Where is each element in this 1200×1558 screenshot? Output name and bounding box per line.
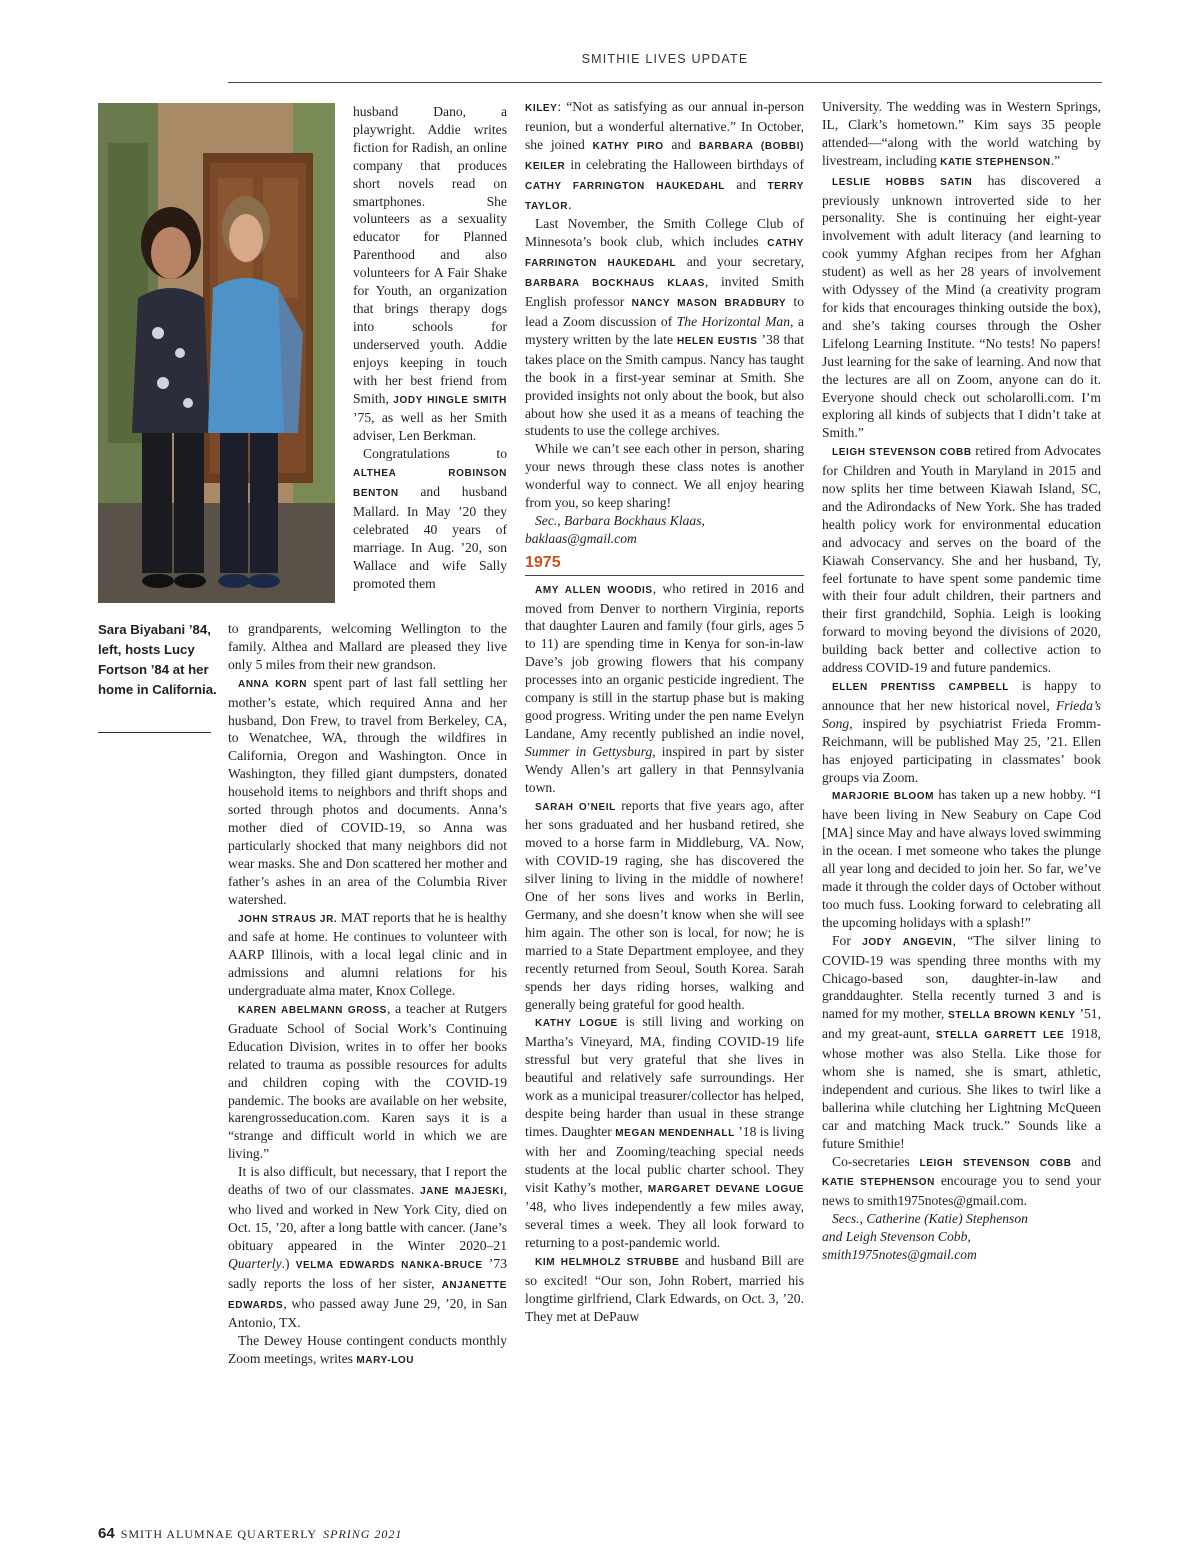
class-note: ANNA KORN spent part of last fall settling her mother’s estate, which required Anna and her husband, Don Frew, to travel from Berkeley, CA, to Wenatchee, WA, through the wildfires in California, Oregon and Washington. Once in Washington, they filled giant dumpsters, donated household items to neighbors and thrift shops and sorted through photos and documents. Anna’s mother died of COVID-19, so Anna was particularly shocked that many neighbors did not wear masks. She and Don scattered her mother and father’s ashes in an area of the Columbia River watershed.	[228, 674, 507, 907]
photo	[98, 103, 335, 603]
classmate-name: JANE MAJESKI	[420, 1186, 504, 1198]
header-rule	[228, 82, 1102, 83]
classmate-name: TERRY TAYLOR	[525, 180, 804, 212]
column-2	[525, 98, 804, 1326]
class-note: MARJORIE BLOOM has taken up a new hobby. “I have been living in New Seabury on Cape Cod [MA] since May and have always loved swimming in the ocean. I met someone who takes the plunge all year long and decided to join her. So far, we’ve made it through the colder days of October without too much fuss. Looking forward to celebrating all the upcoming holidays with a splash!”	[822, 787, 1101, 930]
classmate-name: SARAH O’NEIL	[535, 801, 616, 813]
photo-illustration	[98, 103, 335, 603]
classmate-name: KILEY	[525, 103, 558, 114]
paragraph: Co-secretaries LEIGH STEVENSON COBB and KATIE STEPHENSON encourage you to send your news to smith1975notes@gmail.com.	[822, 1153, 1101, 1209]
classmate-name: VELMA EDWARDS NANKA-BRUCE	[295, 1259, 483, 1271]
classmate-name: JODY ANGEVIN	[862, 936, 953, 948]
classmate-name: LEIGH STEVENSON COBB	[832, 447, 972, 459]
classmate-name: ELLEN PRENTISS CAMPBELL	[832, 682, 1009, 693]
class-note: KAREN ABELMANN GROSS, a teacher at Rutgers Graduate School of Social Work’s Continuing Education Division, writes in to offer her books related to trauma as possible resources for adults and children coping with the COVID-19 pandemic. The books are available on her website, karengrosseducation.com. Karen says it is a “strange and difficult world in which we are living.”	[228, 1001, 508, 1162]
class-year-heading: 1975	[525, 554, 804, 576]
secretary-email: smith1975notes@gmail.com	[822, 1247, 977, 1263]
page-footer	[98, 1525, 402, 1542]
photo-caption: Sara Biyabani ’84, left, hosts Lucy Fortson ’84 at her home in California.	[98, 622, 217, 697]
paragraph: to grandparents, welcoming Wellington to the family. Althea and Mallard are pleased they live only 5 miles from their new grandson.	[228, 621, 507, 672]
classmate-name: KAREN ABELMANN GROSS	[238, 1005, 387, 1017]
paragraph: KILEY: “Not as satisfying as our annual in-person reunion, but a wonderful alternative.” In October, she joined KATHY PIRO and BARBARA (BOBBI) KEILER in celebrating the Halloween birthdays of CATHY FARRINGTON HAUKEDAHL and TERRY TAYLOR.	[525, 99, 804, 212]
classmate-name: JODY HINGLE SMITH	[393, 394, 507, 406]
class-note: LESLIE HOBBS SATIN has discovered a previously unknown introverted side to her personality. She is continuing her eight-year involvement with adult literacy (and learning to cook yummy Afghan recipes from her Afghan student) as well as her 28 years of involvement with Odyssey of the Mind (a creativity program for kids that encourages thinking outside the box), and she’s taking courses through the Osher Lifelong Learning Institute. “No tests! No papers! Just learning for the sake of learning. And now that the lectures are all on Zoom, anyone can do it. Everyone should check out scholarolli.com. I’m exploring all kinds of subjects that I didn’t take at Smith.”	[822, 172, 1102, 441]
classmate-name: LEIGH STEVENSON COBB	[919, 1157, 1072, 1169]
section-header: SMITHIE LIVES UPDATE	[581, 52, 749, 66]
classmate-name: ALTHEA ROBINSON BENTON	[353, 468, 507, 500]
secretary-signoff: Sec., Barbara Bockhaus Klaas, baklaas@gmail.com	[525, 512, 705, 546]
classmate-name: CATHY FARRINGTON HAUKEDAHL	[525, 180, 725, 192]
class-note: LEIGH STEVENSON COBB retired from Advocates for Children and Youth in Maryland in 2015 and now splits her time between Kiawah Island, SC, and the Adirondacks of New York. She has traded health policy work for environmental education and advocacy and serves on the board of the Kiawah Conservancy. She and her husband, Ty, feel fortunate to have spent some pandemic time with their four adult children, their partners and their first grandchild, Sophia. Leigh is looking forward to moving beyond the divisions of 2020, building back better and collective action to address COVID-19 and future pandemics.	[822, 443, 1101, 676]
caption-rule	[98, 732, 211, 733]
classmate-name: MARGARET DEVANE LOGUE	[647, 1183, 804, 1195]
paragraph: For JODY ANGEVIN, “The silver lining to COVID-19 was spending three months with my Chicago-based son, daughter-in-law and granddaughter. Stella recently turned 3 and is named for my mother, STELLA BROWN KENLY ’51, and my great-aunt, STELLA GARRETT LEE 1918, whose mother was also Stella. Like those for whom she is named, she is smart, athletic, independent and curious. She likes to twirl like a ballerina while clutching her Lightning McQueen car and matching Mack truck.” Sounds like a future Smithie!	[822, 932, 1101, 1151]
secretary-signoff: Secs., Catherine (Katie) Stephenson and Leigh Stevenson Cobb, smith1975notes@gmail.com	[822, 1211, 1028, 1263]
classmate-name: STELLA BROWN KENLY	[948, 1010, 1076, 1022]
classmate-name: BARBARA BOCKHAUS KLAAS	[525, 278, 705, 290]
classmate-name: MARY-LOU	[356, 1355, 415, 1367]
classmate-name: CATHY FARRINGTON HAUKEDAHL	[525, 238, 804, 270]
paragraph: While we can’t see each other in person, sharing your news through these class notes is another wonderful way to connect. We all enjoy hearing from you, so keep sharing!	[525, 441, 804, 511]
issue-label: SPRING 2021	[323, 1527, 403, 1541]
column-3	[822, 98, 1101, 1264]
secretary-email: baklaas@gmail.com	[525, 530, 637, 546]
classmate-name: KATIE STEPHENSON	[822, 1177, 936, 1189]
paragraph: The Dewey House contingent conducts monthly Zoom meetings, writes MARY-LOU	[228, 1333, 507, 1367]
class-note: AMY ALLEN WOODIS, who retired in 2016 and moved from Denver to northern Virginia, reports that daughter Lauren and family (four girls, ages 5 to 11) are spending time in Kenya for son-in-law Dave’s job growing flowers that his company processes into an organic pesticide ingredient. The company is still in the startup phase but is making good progress. Writing under the pen name Evelyn Landane, Amy recently published an indie novel, Summer in Gettysburg, inspired in part by sister Wendy Allen’s art gallery in that Pennsylvania town.	[525, 580, 804, 795]
class-note: ELLEN PRENTISS CAMPBELL is happy to announce that her new historical novel, Frieda’s Song, inspired by psychiatrist Frieda Fromm-Reichmann, will be published May 25, ’21. Ellen has enjoyed participating in classmates’ book groups via Zoom.	[822, 678, 1101, 785]
classmate-name: HELEN EUSTIS	[676, 335, 758, 347]
classmate-name: KATIE STEPHENSON	[940, 156, 1051, 168]
class-note: SARAH O’NEIL reports that five years ago, after her sons graduated and her husband retired, she moved to a horse farm in Middleburg, VA. Now, with COVID-19 raging, she has discovered the silver lining to living in the middle of nowhere! One of her sons lives and works in Berlin, Germany, and she doesn’t know when she will see him again. The other son is local, for now; he is married to a State Department employee, and they recently returned from Seoul, South Korea. Sarah spends her days riding horses, walking and generally being grateful for good health.	[525, 797, 804, 1012]
classmate-name: ANNA KORN	[238, 678, 308, 690]
paragraph: Congratulations to ALTHEA ROBINSON BENTON and husband Mallard. In May ’20 they celebrated 40 years of marriage. In Aug. ’20, son Wallace and wife Sally promoted them	[353, 446, 507, 591]
class-note: KIM HELMHOLZ STRUBBE and husband Bill are so excited! “Our son, John Robert, married his longtime girlfriend, Clark Edwards, on Oct. 3, ’20. They met at DePauw	[525, 1253, 804, 1324]
classmate-name: MARJORIE BLOOM	[832, 791, 935, 803]
classmate-name: KATHY PIRO	[592, 140, 664, 152]
classmate-name: AMY ALLEN WOODIS	[535, 584, 653, 596]
classmate-name: LESLIE HOBBS SATIN	[832, 176, 973, 188]
classmate-name: NANCY MASON BRADBURY	[631, 298, 787, 310]
classmate-name: STELLA GARRETT LEE	[936, 1030, 1065, 1042]
classmate-name: ANJANETTE EDWARDS	[228, 1279, 507, 1311]
paragraph: It is also difficult, but necessary, that I report the deaths of two of our classmates. JANE MAJESKI, who lived and worked in New York City, died on Oct. 15, ’20, after a long battle with cancer. (Jane’s obituary appeared in the Winter 2020–21 Quarterly.) VELMA EDWARDS NANKA-BRUCE ’73 sadly reports the loss of her sister, ANJANETTE EDWARDS, who passed away June 29, ’20, in San Antonio, TX.	[228, 1164, 507, 1331]
publication-name: SMITH ALUMNAE QUARTERLY	[120, 1527, 318, 1541]
classmate-name: KIM HELMHOLZ STRUBBE	[535, 1257, 680, 1269]
class-note: KATHY LOGUE is still living and working on Martha’s Vineyard, MA, finding COVID-19 life stressful but very grateful that she lives in beautiful and relatively safe surroundings. Her work as a municipal treasurer/collector has helped, despite being harder than usual in these strange times. Daughter MEGAN MENDENHALL ’18 is living with her and Zooming/teaching special needs students at the local public charter school. They visit Kathy’s mother, MARGARET DEVANE LOGUE ’48, who lives independently a few miles away, several times a week. They all look forward to returning to a post-pandemic world.	[525, 1014, 804, 1251]
paragraph: Last November, the Smith College Club of Minnesota’s book club, which includes CATHY FARRINGTON HAUKEDAHL and your secretary, BARBARA BOCKHAUS KLAAS, invited Smith English professor NANCY MASON BRADBURY to lead a Zoom discussion of The Horizontal Man, a mystery written by the late HELEN EUSTIS ’38 that takes place on the Smith campus. Nancy has taught the book in a first-year seminar at Smith. She provided insights not only about the book, but also about how she used it as a means of teaching the students to use the college archives.	[525, 216, 804, 439]
paragraph: husband Dano, a playwright. Addie writes fiction for Radish, an online company that produces short novels read on smartphones. She volunteers as a sexuality educator for Planned Parenthood and also volunteers for A Fair Shake for Youth, an organization that brings therapy dogs into schools for underserved youth. Addie enjoys keeping in touch with her best friend from Smith, JODY HINGLE SMITH ’75, as well as her Smith adviser, Len Berkman.	[353, 104, 507, 444]
classmate-name: JOHN STRAUS JR.	[238, 913, 338, 925]
classmate-name: MEGAN MENDENHALL	[615, 1127, 735, 1139]
page-number: 64	[98, 1525, 115, 1542]
paragraph: University. The wedding was in Western Springs, IL, Clark’s hometown.” Kim says 35 people attended—“along with the world watching by livestream, including KATIE STEPHENSON.”	[822, 99, 1101, 168]
column-1	[228, 620, 507, 1370]
classmate-name: BARBARA (BOBBI) KEILER	[525, 140, 804, 172]
column-1-top	[353, 103, 507, 592]
classmate-name: KATHY LOGUE	[535, 1018, 618, 1030]
class-note: JOHN STRAUS JR. MAT reports that he is healthy and safe at home. He continues to volunteer with AARP Illinois, with a local legal clinic and in admissions and alumni relations for his undergraduate alma mater, Knox College.	[228, 909, 508, 999]
